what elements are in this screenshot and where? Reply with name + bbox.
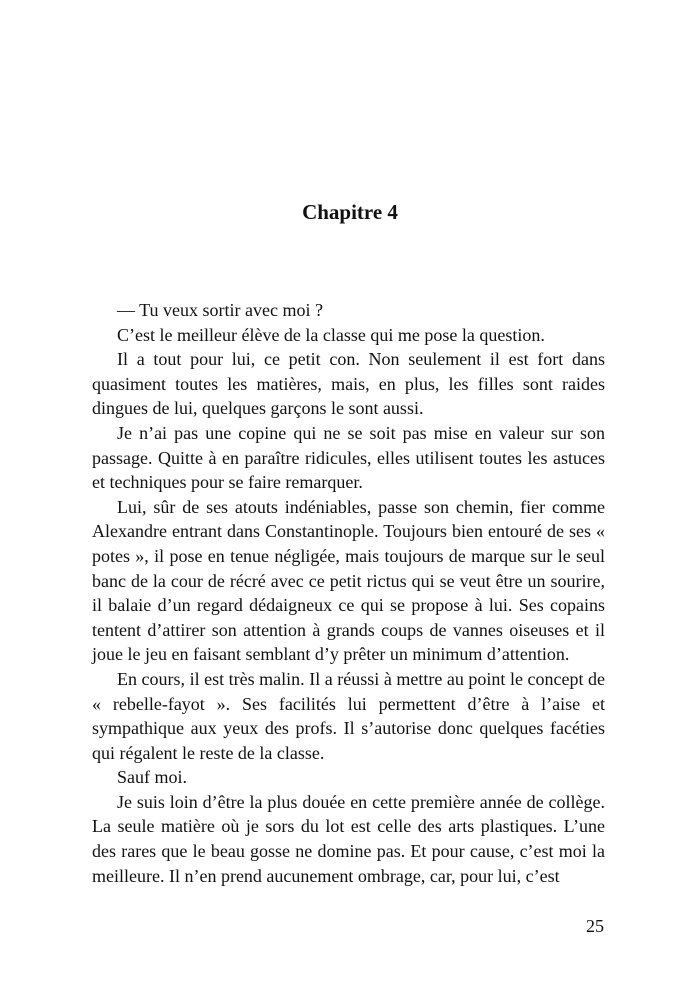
paragraph: En cours, il est très malin. Il a réussi à mettre au point le concept de « rebelle-fayot ». Ses facilités lui permettent d’être à l’aise et sympathique aux yeux des profs. Il s’autorise donc quelques facéties qui régalent le reste de la classe. [92,668,605,763]
paragraph: Lui, sûr de ses atouts indéniables, passe son chemin, fier comme Alexandre entrant dans Constantinople. Toujours bien entouré de ses « potes », il pose en tenue négligée, mais toujours de marque sur le seul banc de la cour de récré avec ce petit rictus qui se veut être un sourire, il balaie d’un regard dédaigneux ce qui se propose à lui. Ses copains tentent d’attirer son attention à grands coups de vannes oiseuses et il joue le jeu en faisant semblant d’y prêter un minimum d’attention. [92,496,605,665]
paragraph: C’est le meilleur élève de la classe qui me pose la question. [117,324,545,345]
paragraph: — Tu veux sortir avec moi ? [117,300,323,320]
paragraph: Sauf moi. [117,767,187,788]
paragraph: Je n’ai pas une copine qui ne se soit pas mise en valeur sur son passage. Quitte à en paraître ridicules, elles utilisent toutes les astuces et techniques pour se faire remarquer. [92,422,605,493]
chapter-title: Chapitre 4 [302,200,398,224]
page-number: 25 [586,916,604,936]
paragraph: Il a tout pour lui, ce petit con. Non seulement il est fort dans quasiment toutes les matières, mais, en plus, les filles sont raides dingues de lui, quelques garçons le sont aussi. [92,349,605,419]
paragraph: Je suis loin d’être la plus douée en cette première année de collège. La seule matière où je sors du lot est celle des arts plastiques. L’une des rares que le beau gosse ne domine pas. Et pour cause, c’est moi la meilleure. Il n’en prend aucunement ombrage, car, pour lui, c’est [92,791,605,886]
chapter-body [92,298,605,888]
